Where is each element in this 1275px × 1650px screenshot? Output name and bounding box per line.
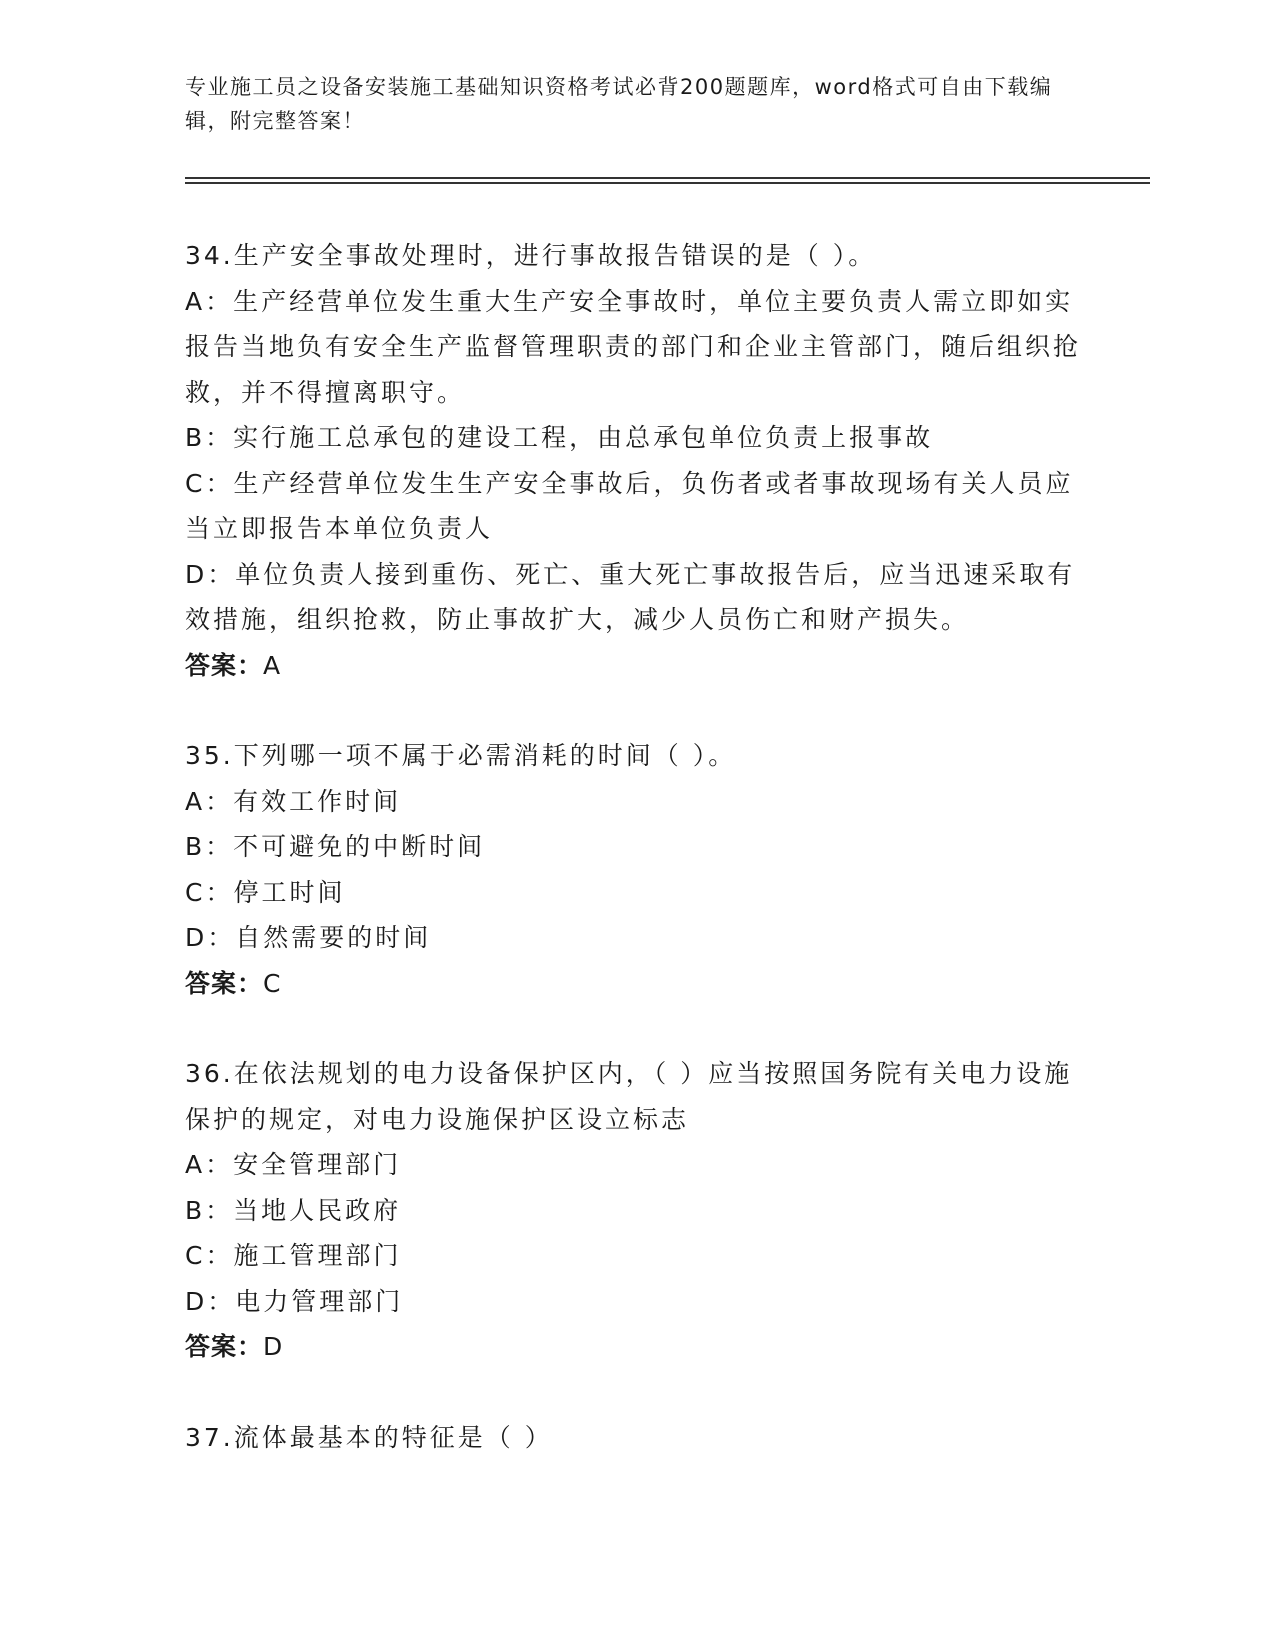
option-a: A：有效工作时间 xyxy=(185,786,402,816)
option-c: C：施工管理部门 xyxy=(185,1241,402,1270)
answer-line xyxy=(185,643,1085,689)
header-divider-bottom xyxy=(185,182,1150,184)
answer-line xyxy=(185,961,1085,1007)
header-divider-top xyxy=(185,177,1150,179)
option-c: C：停工时间 xyxy=(185,877,346,907)
option-a: A：生产经营单位发生重大生产安全事故时，单位主要负责人需立即如实报告当地负有安全生产监督管理职责的部门和企业主管部门，随后组织抢救，并不得擅离职守。 xyxy=(185,286,1082,407)
option-b: B：实行施工总承包的建设工程，由总承包单位负责上报事故 xyxy=(185,423,934,452)
answer-label: 答案： xyxy=(185,650,264,680)
question-36 xyxy=(185,1051,1085,1370)
answer-label: 答案： xyxy=(185,1332,264,1361)
question-37 xyxy=(185,1415,1085,1461)
option-d: D：自然需要的时间 xyxy=(185,923,432,952)
question-stem: 36.在依法规划的电力设备保护区内，（ ）应当按照国务院有关电力设施保护的规定，对电力设施保护区设立标志 xyxy=(185,1059,1073,1134)
document-header: 专业施工员之设备安装施工基础知识资格考试必背200题题库，word格式可自由下载编辑，附完整答案！ xyxy=(185,75,1053,133)
question-35 xyxy=(185,733,1085,1006)
option-b: B：当地人民政府 xyxy=(185,1195,402,1225)
option-b: B：不可避免的中断时间 xyxy=(185,832,486,861)
question-stem: 37.流体最基本的特征是（ ） xyxy=(185,1423,553,1452)
question-stem: 34.生产安全事故处理时，进行事故报告错误的是（ ）。 xyxy=(185,241,877,270)
question-stem: 35.下列哪一项不属于必需消耗的时间（ ）。 xyxy=(185,741,737,770)
option-a: A：安全管理部门 xyxy=(185,1150,402,1179)
answer-value: D xyxy=(263,1332,284,1361)
option-d: D：单位负责人接到重伤、死亡、重大死亡事故报告后，应当迅速采取有效措施，组织抢救，防止事故扩大，减少人员伤亡和财产损失。 xyxy=(185,559,1076,634)
answer-value: A xyxy=(263,650,282,680)
answer-value: C xyxy=(263,968,282,998)
option-d: D：电力管理部门 xyxy=(185,1286,404,1316)
question-34 xyxy=(185,233,1085,688)
answer-label: 答案： xyxy=(185,968,264,998)
option-c: C：生产经营单位发生生产安全事故后，负伤者或者事故现场有关人员应当立即报告本单位负责人 xyxy=(185,468,1074,543)
answer-line xyxy=(185,1324,1085,1370)
